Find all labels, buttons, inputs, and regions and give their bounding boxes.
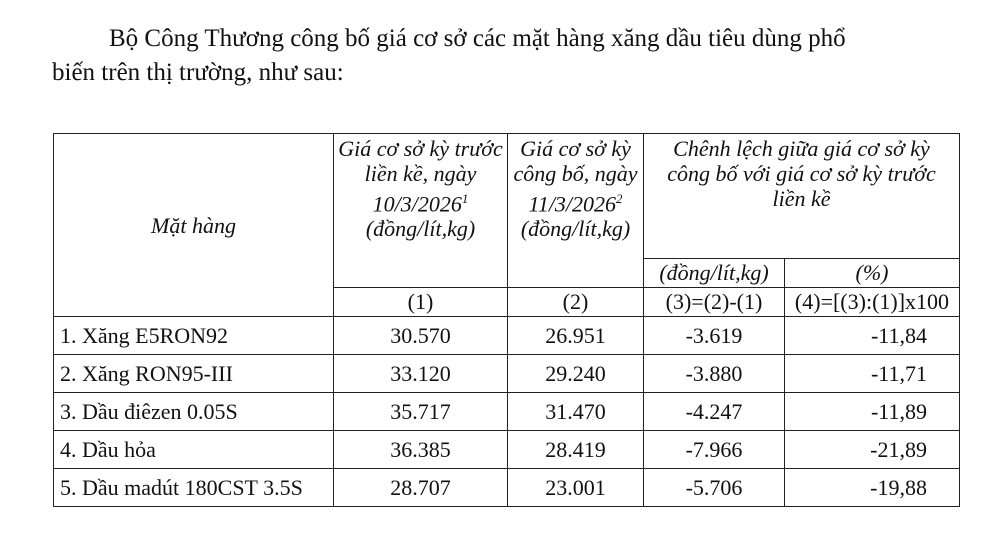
row-curr-price: 23.001 — [508, 469, 644, 507]
row-pct: -11,89 — [785, 393, 960, 431]
header-prev-line-2: liền kề, ngày — [364, 161, 477, 186]
row-prev-price: 36.385 — [334, 431, 508, 469]
row-item-name: 4. Dầu hỏa — [54, 431, 334, 469]
col-number-4: (4)=[(3):(1)]x100 — [785, 287, 960, 317]
header-diff-line-2: công bố với giá cơ sở kỳ trước — [667, 161, 936, 186]
header-prev-line-1: Giá cơ sở kỳ trước — [338, 136, 503, 161]
col-number-1: (1) — [334, 287, 508, 317]
row-diff: -3.880 — [644, 355, 785, 393]
row-pct: -11,71 — [785, 355, 960, 393]
header-prev-unit: (đồng/lít,kg) — [365, 216, 476, 242]
fuel-price-table — [53, 133, 960, 507]
row-item-name: 3. Dầu điêzen 0.05S — [54, 393, 334, 431]
header-diff-line-3: liền kề — [772, 186, 831, 211]
header-curr-line-3: 11/3/2026 — [528, 191, 617, 217]
intro-paragraph — [52, 22, 982, 90]
table-row — [54, 469, 960, 507]
header-diff-line-1: Chênh lệch giữa giá cơ sở kỳ — [673, 136, 930, 161]
row-prev-price: 33.120 — [334, 355, 508, 393]
header-difference — [644, 134, 960, 259]
row-pct: -19,88 — [785, 469, 960, 507]
row-item-name: 1. Xăng E5RON92 — [54, 317, 334, 355]
table-row — [54, 317, 960, 355]
header-curr-line-2: công bố, ngày — [513, 161, 638, 186]
row-item-name: 5. Dầu madút 180CST 3.5S — [54, 469, 334, 507]
row-prev-price: 35.717 — [334, 393, 508, 431]
row-diff: -7.966 — [644, 431, 785, 469]
row-diff: -4.247 — [644, 393, 785, 431]
row-curr-price: 26.951 — [508, 317, 644, 355]
table-row — [54, 355, 960, 393]
row-pct: -11,84 — [785, 317, 960, 355]
row-pct: -21,89 — [785, 431, 960, 469]
footnote-2: 2 — [616, 191, 623, 206]
footnote-1: 1 — [461, 191, 469, 206]
col-number-2: (2) — [508, 287, 644, 317]
header-prev-line-3: 10/3/2026 — [372, 191, 462, 217]
col-number-3: (3)=(2)-(1) — [644, 287, 785, 317]
row-diff: -5.706 — [644, 469, 785, 507]
row-prev-price: 28.707 — [334, 469, 508, 507]
header-item: Mặt hàng — [54, 134, 334, 317]
row-curr-price: 28.419 — [508, 431, 644, 469]
row-curr-price: 31.470 — [508, 393, 644, 431]
header-diff-unit-pct: (%) — [785, 259, 960, 287]
table-row — [54, 393, 960, 431]
row-diff: -3.619 — [644, 317, 785, 355]
table-row — [54, 431, 960, 469]
header-curr-line-1: Giá cơ sở kỳ — [520, 136, 631, 161]
header-diff-unit-abs: (đồng/lít,kg) — [644, 259, 785, 287]
intro-line-1: Bộ Công Thương công bố giá cơ sở các mặt hàng xăng dầu tiêu dùng phổ — [109, 25, 846, 52]
row-curr-price: 29.240 — [508, 355, 644, 393]
row-prev-price: 30.570 — [334, 317, 508, 355]
row-item-name: 2. Xăng RON95-III — [54, 355, 334, 393]
intro-line-2: biến trên thị trường, như sau: — [52, 59, 344, 86]
header-curr-price — [508, 134, 644, 288]
header-prev-price — [334, 134, 508, 288]
header-curr-unit: (đồng/lít,kg) — [520, 216, 631, 242]
